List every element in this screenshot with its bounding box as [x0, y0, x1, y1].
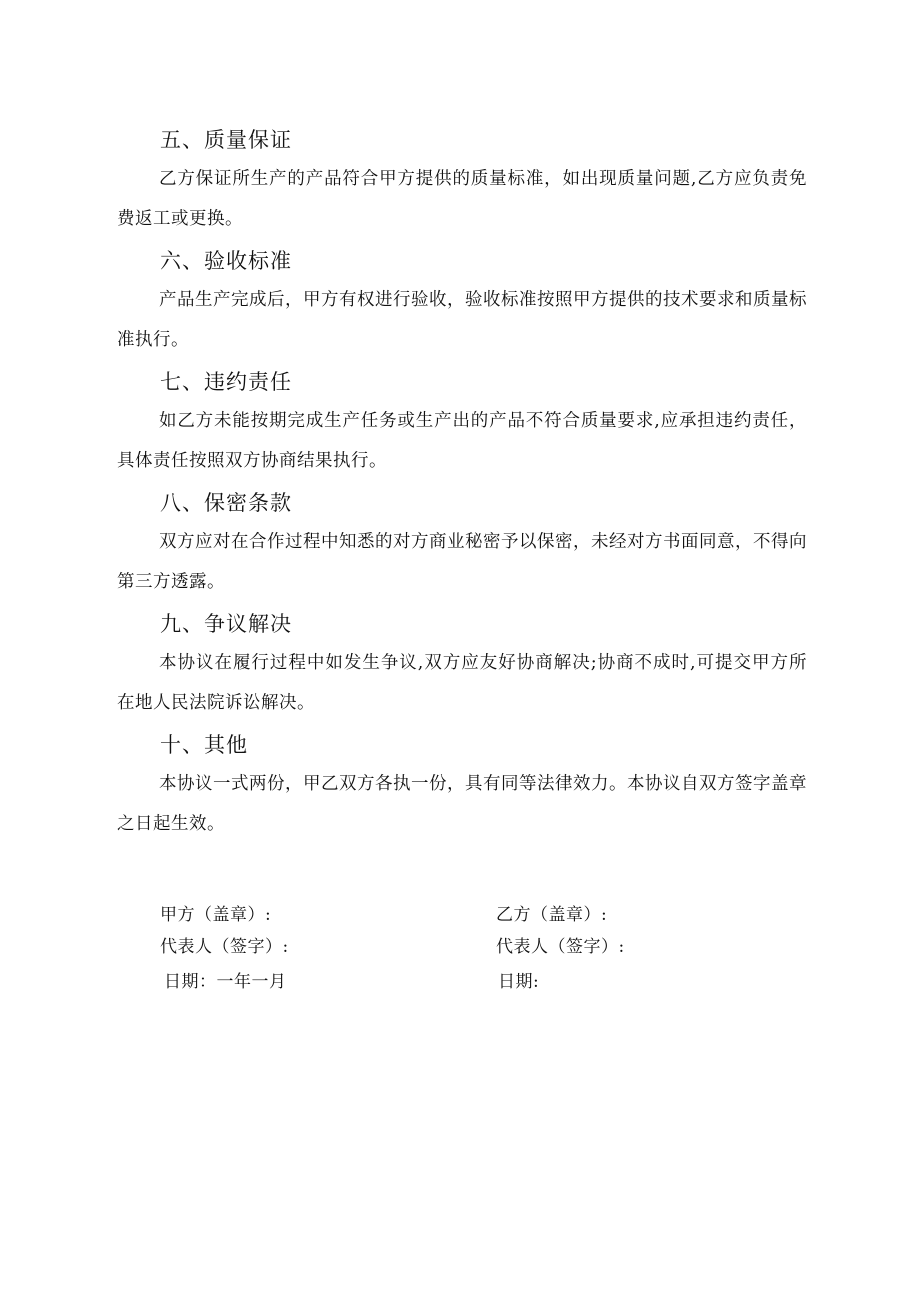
- section-heading-dispute: 九、争议解决: [160, 612, 292, 636]
- section-heading-confidentiality: 八、保密条款: [160, 491, 292, 515]
- party-a-rep-label: 代表人（签字）:: [160, 937, 289, 957]
- party-b-seal-label: 乙方（盖章）:: [496, 905, 608, 925]
- party-b-rep-label: 代表人（签字）:: [496, 937, 625, 957]
- section-body-dispute: 本协议在履行过程中如发生争议,双方应友好协商解决;协商不成时,可提交甲方所在地人民法院诉讼解决。: [117, 653, 807, 713]
- section-body-other: 本协议一式两份，甲乙双方各执一份，具有同等法律效力。本协议自双方签字盖章之日起生效。: [117, 774, 807, 834]
- section-body-liability: 如乙方未能按期完成生产任务或生产出的产品不符合质量要求,应承担违约责任，具体责任按照双方协商结果执行。: [117, 411, 807, 471]
- section-heading-acceptance: 六、验收标准: [160, 249, 292, 273]
- section-body-confidentiality: 双方应对在合作过程中知悉的对方商业秘密予以保密，未经对方书面同意，不得向第三方透露。: [117, 532, 807, 592]
- section-body-acceptance: 产品生产完成后，甲方有权进行验收，验收标准按照甲方提供的技术要求和质量标准执行。: [117, 290, 807, 350]
- party-b-date-label: 日期:: [498, 972, 540, 992]
- party-a-seal-label: 甲方（盖章）:: [160, 905, 272, 925]
- section-heading-quality: 五、质量保证: [160, 128, 292, 152]
- party-a-date-label: 日期：一年一月: [164, 972, 287, 992]
- section-body-quality: 乙方保证所生产的产品符合甲方提供的质量标准，如出现质量问题,乙方应负责免费返工或更换。: [117, 169, 807, 229]
- section-heading-liability: 七、违约责任: [160, 370, 292, 394]
- section-heading-other: 十、其他: [160, 733, 248, 757]
